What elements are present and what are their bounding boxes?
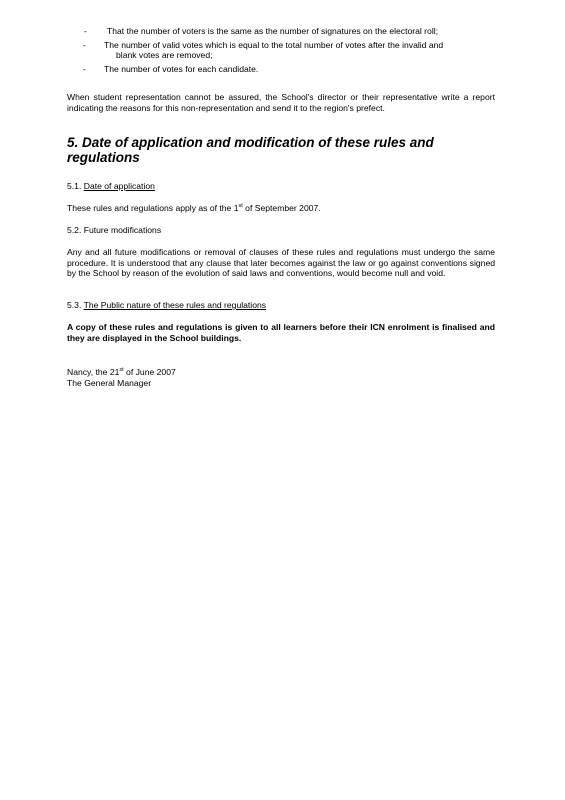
list-item-text: That the number of voters is the same as the number of signatures on the electoral roll; xyxy=(107,26,439,36)
signatory-role: The General Manager xyxy=(67,377,152,388)
bullet-dash: - xyxy=(83,39,86,50)
place-date-line xyxy=(67,367,495,378)
vote-count-list xyxy=(67,26,495,77)
place-date: Nancy, the 21 xyxy=(67,367,120,377)
list-item xyxy=(67,64,495,75)
report-paragraph: When student representation cannot be assured, the School's director or their representative write a report indicating the reasons for this non-representation and send it to the region's prefect. xyxy=(67,92,495,113)
list-item xyxy=(67,40,495,61)
list-item-text: The number of votes for each candidate. xyxy=(104,63,259,74)
application-date-text: These rules and regulations apply as of the 1 xyxy=(67,203,239,213)
place-date-end: of June 2007 xyxy=(123,367,176,377)
subsection-heading xyxy=(67,225,495,236)
subsection-text xyxy=(67,203,495,214)
subsection-number: 5.3. xyxy=(67,300,82,310)
subsection-title: The Public nature of these rules and regulations xyxy=(83,300,267,310)
subsection-heading xyxy=(67,181,495,192)
section-heading: 5. Date of application and modification of these rules and regulations xyxy=(67,135,434,165)
list-item-text: The number of valid votes which is equal to the total number of votes after the invalid and xyxy=(104,39,444,50)
ordinal-suffix: st xyxy=(238,203,243,209)
bullet-dash: - xyxy=(83,63,86,74)
subsection-heading xyxy=(67,300,495,311)
signature-block xyxy=(67,367,495,388)
subsection-title: Future modifications xyxy=(83,225,162,235)
subsection-text: A copy of these rules and regulations is given to all learners before their ICN enrolment is finalised and they are displayed in the School buildings. xyxy=(67,322,495,343)
subsection-number: 5.1. xyxy=(67,181,82,191)
ordinal-suffix: st xyxy=(119,367,124,373)
list-item-continuation: blank votes are removed; xyxy=(116,50,213,60)
bullet-dash: - xyxy=(84,26,87,36)
subsection-title: Date of application xyxy=(83,181,155,191)
subsection-text: Any and all future modifications or removal of clauses of these rules and regulations must undergo the same procedure. It is understood that any clause that later becomes against the law or go against conventions signed by the School by reason of the evolution of said laws and conventions, would become null and void. xyxy=(67,247,495,278)
list-item xyxy=(67,26,495,37)
subsection-number: 5.2. xyxy=(67,225,82,235)
application-date-text-end: of September 2007. xyxy=(242,203,321,213)
